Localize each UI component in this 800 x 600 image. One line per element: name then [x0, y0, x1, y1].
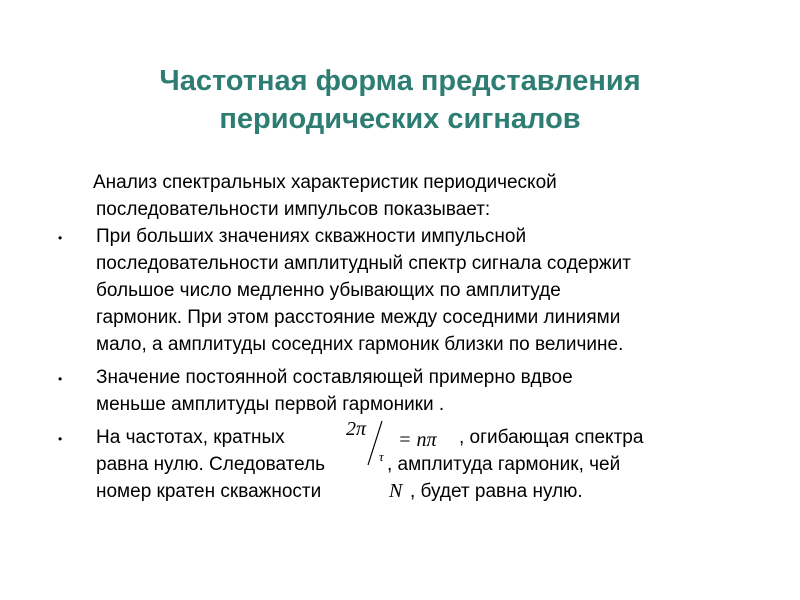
bullet-1-line-1: При больших значениях скважности импульсной: [96, 226, 527, 247]
bullet-marker: •: [58, 432, 63, 446]
bullet-3-line-1a: На частотах, кратных: [96, 427, 285, 448]
bullet-1-line-4: гармоник. При этом расстояние между соседними линиями: [96, 307, 621, 328]
bullet-2-line-2: меньше амплитуды первой гармоники .: [96, 394, 445, 415]
bullet-3-line-2a: равна нулю. Следователь: [96, 454, 326, 475]
bullet-1-line-5: мало, а амплитуды соседних гармоник близки по величине.: [96, 334, 624, 355]
bullet-3-line-3a: номер кратен скважности: [96, 481, 322, 502]
bullet-marker: •: [58, 372, 63, 386]
bullet-1-line-2: последовательности амплитудный спектр сигнала содержит: [96, 253, 631, 274]
formula-numerator: 2π: [346, 418, 367, 440]
bullet-3-line-1b: , огибающая спектра: [459, 427, 644, 448]
intro-line-2: последовательности импульсов показывает:: [96, 199, 491, 220]
bullet-1-line-3: большое число медленно убывающих по амплитуде: [96, 280, 561, 301]
intro-line-1: Анализ спектральных характеристик периодической: [93, 172, 557, 193]
formula-N: N: [389, 480, 403, 502]
title-line-1: Частотная форма представления: [159, 65, 641, 97]
bullet-marker: •: [58, 231, 63, 245]
bullet-3-line-2b: , амплитуда гармоник, чей: [387, 454, 621, 475]
bullet-3-line-3b: , будет равна нулю.: [410, 481, 583, 502]
title-line-2: периодических сигналов: [219, 103, 581, 135]
formula-denominator: τ: [379, 449, 384, 464]
bullet-2-line-1: Значение постоянной составляющей примерно вдвое: [96, 367, 573, 388]
formula-rhs: = nπ: [398, 429, 437, 451]
